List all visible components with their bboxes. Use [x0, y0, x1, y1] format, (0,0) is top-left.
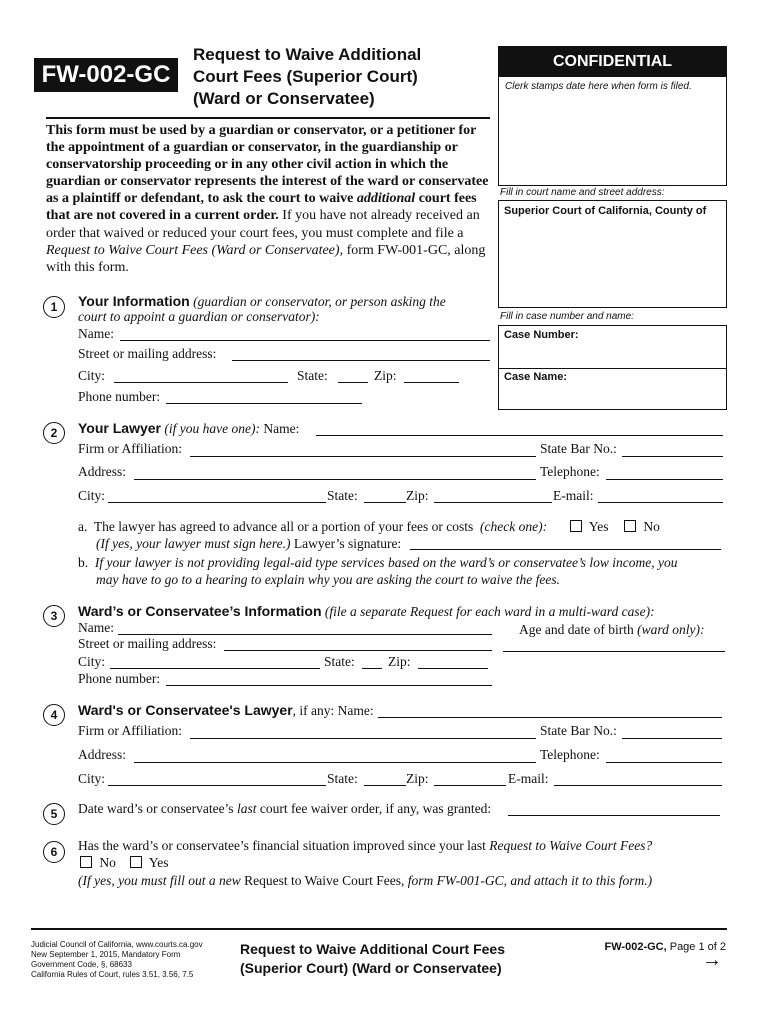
s1-state-field[interactable]	[338, 382, 368, 383]
s4-city-label: City:	[78, 771, 106, 786]
s6-text: Has the ward’s or conservatee’s financial situation improved since your last Request to Waive Court Fees?	[78, 838, 653, 853]
s3-state-label: State:	[324, 654, 355, 669]
section-6-badge: 6	[43, 841, 65, 863]
next-page-arrow-icon: →	[702, 949, 722, 971]
s2-telephone-label: Telephone:	[540, 464, 600, 479]
s6-no-option[interactable]: No	[78, 855, 116, 871]
s3-age-field[interactable]	[503, 651, 725, 652]
s4-email-label: E-mail:	[508, 771, 549, 786]
confidential-heading: CONFIDENTIAL	[499, 47, 726, 77]
s1-state-label: State:	[297, 368, 328, 383]
s1-phone-label: Phone number:	[78, 389, 161, 404]
s5-text: Date ward’s or conservatee’s last court fee waiver order, if any, was granted:	[78, 801, 492, 816]
s3-zip-label: Zip:	[388, 654, 411, 669]
s2-email-field[interactable]	[598, 502, 723, 503]
s3-name-field[interactable]	[118, 634, 492, 635]
case-name-label: Case Name:	[504, 371, 567, 383]
form-id-badge	[34, 58, 178, 92]
s2-email-label: E-mail:	[553, 488, 594, 503]
s1-street-field[interactable]	[232, 360, 490, 361]
footer-citation: Judicial Council of California, www.courts.ca.gov New September 1, 2015, Mandatory Form Government Code, §, 68633 California Rules of Court, rules 3.51, 3.56, 7.5	[31, 940, 203, 979]
s3-city-field[interactable]	[110, 668, 320, 669]
s3-state-field[interactable]	[362, 668, 382, 669]
s4-telephone-field[interactable]	[606, 762, 722, 763]
s4-email-field[interactable]	[554, 785, 722, 786]
section-4-heading: Ward's or Conservatee's Lawyer, if any: Name:	[78, 702, 374, 718]
intro-text: This form must be used by a guardian or conservator, or a petitioner for the appointment of a guardian or conservator, in the guardianship or conservatorship proceeding or in any other civil action in which the guardian or conservator represents the interest of the ward or conservatee as a plaintiff or defendant, to ask the court to waive additional court fees that are not covered in a current order. If you have not already received an order that waived or reduced your court fees, you must complete and file a Request to Waive Court Fees (Ward or Conservatee), form FW-001-GC, along with this form.	[46, 123, 489, 275]
s3-name-label: Name:	[78, 620, 114, 635]
s2a-signature-label: (If yes, your lawyer must sign here.) Lawyer’s signature:	[96, 536, 402, 551]
section-1-badge: 1	[43, 296, 65, 318]
section-2-heading: Your Lawyer (if you have one): Name:	[78, 420, 300, 436]
s3-street-label: Street or mailing address:	[78, 636, 217, 651]
footer-title: Request to Waive Additional Court Fees (Superior Court) (Ward or Conservatee)	[240, 941, 505, 976]
s2a-yes-option[interactable]: Yes	[568, 519, 609, 535]
court-name-box[interactable]	[498, 200, 727, 308]
case-number-box[interactable]	[498, 325, 727, 369]
clerk-stamp-box	[498, 46, 727, 186]
s2-address-field[interactable]	[134, 479, 536, 480]
s2-city-label: City:	[78, 488, 106, 503]
s5-date-field[interactable]	[508, 815, 720, 816]
s4-bar-label: State Bar No.:	[540, 723, 617, 738]
s3-age-label: Age and date of birth (ward only):	[519, 622, 705, 637]
s6-yes-checkbox[interactable]	[130, 856, 142, 868]
s4-state-label: State:	[327, 771, 358, 786]
s4-state-field[interactable]	[364, 785, 406, 786]
s4-zip-label: Zip:	[406, 771, 429, 786]
s2-bar-field[interactable]	[622, 456, 723, 457]
s4-name-field[interactable]	[378, 717, 722, 718]
s2-zip-field[interactable]	[434, 502, 552, 503]
s2a-no-checkbox[interactable]	[624, 520, 636, 532]
s3-zip-field[interactable]	[418, 668, 488, 669]
s2-firm-label: Firm or Affiliation:	[78, 441, 182, 456]
s2-bar-label: State Bar No.:	[540, 441, 617, 456]
s2-telephone-field[interactable]	[606, 479, 723, 480]
form-title: Request to Waive Additional Court Fees (Superior Court) (Ward or Conservatee)	[193, 45, 422, 108]
s2b-text: b. If your lawyer is not providing legal-aid type services based on the ward’s or conservatee’s low income, you	[78, 555, 678, 570]
section-5-badge: 5	[43, 803, 65, 825]
s4-city-field[interactable]	[108, 785, 326, 786]
s4-firm-field[interactable]	[190, 738, 536, 739]
footer-rule	[31, 928, 727, 930]
s4-firm-label: Firm or Affiliation:	[78, 723, 182, 738]
section-1-heading: Your Information (guardian or conservator, or person asking the	[78, 293, 446, 309]
s2-firm-field[interactable]	[190, 456, 536, 457]
s2a-signature-field[interactable]	[410, 549, 721, 550]
s4-zip-field[interactable]	[434, 785, 506, 786]
section-3-heading: Ward’s or Conservatee’s Information (file a separate Request for each ward in a multi-ward case):	[78, 603, 655, 619]
s2a-no-option[interactable]: No	[622, 519, 660, 535]
s2-name-field[interactable]	[316, 435, 723, 436]
footer-page: FW-002-GC, Page 1 of 2	[604, 941, 726, 953]
form-id: FW-002-GC	[41, 61, 171, 88]
section-1-note: court to appoint a guardian or conservator):	[78, 309, 320, 324]
s6-no-checkbox[interactable]	[80, 856, 92, 868]
s2a-yes-checkbox[interactable]	[570, 520, 582, 532]
court-name-label: Superior Court of California, County of	[504, 205, 707, 217]
s2-state-label: State:	[327, 488, 358, 503]
section-2-badge: 2	[43, 422, 65, 444]
clerk-stamp-note: Clerk stamps date here when form is filed.	[505, 81, 692, 92]
s4-bar-field[interactable]	[622, 738, 722, 739]
s2-zip-label: Zip:	[406, 488, 429, 503]
intro-rule	[46, 117, 490, 119]
s1-street-label: Street or mailing address:	[78, 346, 217, 361]
s6-yes-option[interactable]: Yes	[128, 855, 169, 871]
section-3-badge: 3	[43, 605, 65, 627]
s2-city-field[interactable]	[108, 502, 326, 503]
s2a-text: a. The lawyer has agreed to advance all or a portion of your fees or costs (check one):	[78, 519, 548, 534]
s1-zip-field[interactable]	[404, 382, 459, 383]
s4-telephone-label: Telephone:	[540, 747, 600, 762]
case-name-box[interactable]	[498, 367, 727, 410]
s4-address-label: Address:	[78, 747, 126, 762]
s1-name-label: Name:	[78, 326, 114, 341]
s6-note: (If yes, you must fill out a new Request to Waive Court Fees, form FW-001-GC, and attach it to this form.)	[78, 873, 653, 888]
s2-state-field[interactable]	[364, 502, 406, 503]
s1-city-field[interactable]	[114, 382, 288, 383]
court-box-hint: Fill in court name and street address:	[500, 187, 665, 198]
s1-phone-field[interactable]	[166, 403, 362, 404]
section-4-badge: 4	[43, 704, 65, 726]
case-box-hint: Fill in case number and name:	[500, 311, 634, 322]
s1-zip-label: Zip:	[374, 368, 397, 383]
s3-city-label: City:	[78, 654, 106, 669]
s3-street-field[interactable]	[224, 650, 492, 651]
s2-address-label: Address:	[78, 464, 126, 479]
s1-name-field[interactable]	[120, 340, 490, 341]
s3-phone-label: Phone number:	[78, 671, 161, 686]
s3-phone-field[interactable]	[166, 685, 492, 686]
s2b-text-line2: may have to go to a hearing to explain why you are asking the court to waive the fees.	[96, 572, 561, 587]
s4-address-field[interactable]	[134, 762, 536, 763]
s1-city-label: City:	[78, 368, 106, 383]
case-number-label: Case Number:	[504, 329, 579, 341]
